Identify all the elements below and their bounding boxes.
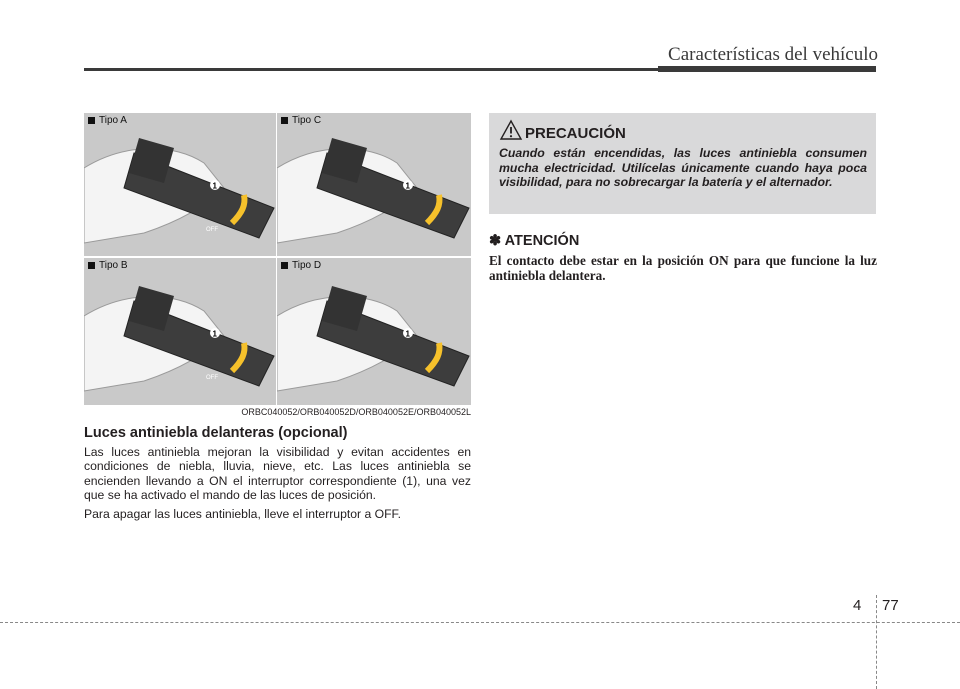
off-label: OFF [206,227,218,233]
switch-number: 1 [212,181,217,191]
page-header-title: Características del vehículo [668,44,878,65]
section-heading: Luces antiniebla delanteras (opcional) [84,425,348,441]
header-rule-accent [658,66,876,72]
panel-label-text: Tipo B [99,260,128,271]
image-code: ORBC040052/ORB040052D/ORB040052E/ORB040052L [241,407,471,417]
figure-panel-b [84,258,276,405]
stalk-illustration [84,113,276,256]
stalk-illustration [277,113,471,256]
stalk-illustration [277,258,471,405]
caution-text: Cuando están encendidas, las luces antiniebla consumen mucha electricidad. Utilícelas únicamente cuando haya poca visibilidad, para no sobrecargar la batería y el alternador. [499,146,867,190]
note-heading: ✽ ATENCIÓN [489,233,580,249]
panel-label-text: Tipo A [99,115,127,126]
caution-title: PRECAUCIÓN [525,125,626,142]
stalk-illustration [84,258,276,405]
warning-triangle-icon [499,119,523,141]
figure-panel-c [277,113,471,256]
body-paragraph: Para apagar las luces antiniebla, lleve el interruptor a OFF. [84,506,402,521]
footer-dash-rule [0,622,960,623]
figure-panel-a [84,113,276,256]
body-paragraph: Las luces antiniebla mejoran la visibilidad y evitan accidentes en condiciones de niebla, lluvia, nieve, etc. Las luces antiniebla se encienden llevando a ON el interruptor correspondiente (1), una vez que se ha activado el mando de las luces de posición. [84,445,471,503]
panel-label-a [88,115,127,126]
panel-label-d [281,260,321,271]
figure-panel-d [277,258,471,405]
panel-label-c [281,115,321,126]
panel-label-text: Tipo C [292,115,322,126]
page-number: 77 [882,597,899,614]
switch-number: 1 [405,181,410,191]
note-text: El contacto debe estar en la posición ON para que funcione la luz antiniebla delantera. [489,253,877,283]
caution-box [489,113,876,214]
switch-number: 1 [212,329,217,339]
panel-label-b [88,260,128,271]
footer-vertical-rule [876,595,877,689]
off-label: OFF [206,375,218,381]
panel-label-text: Tipo D [292,260,322,271]
chapter-number: 4 [853,597,862,614]
section-body [84,445,471,525]
switch-number: 1 [405,329,410,339]
